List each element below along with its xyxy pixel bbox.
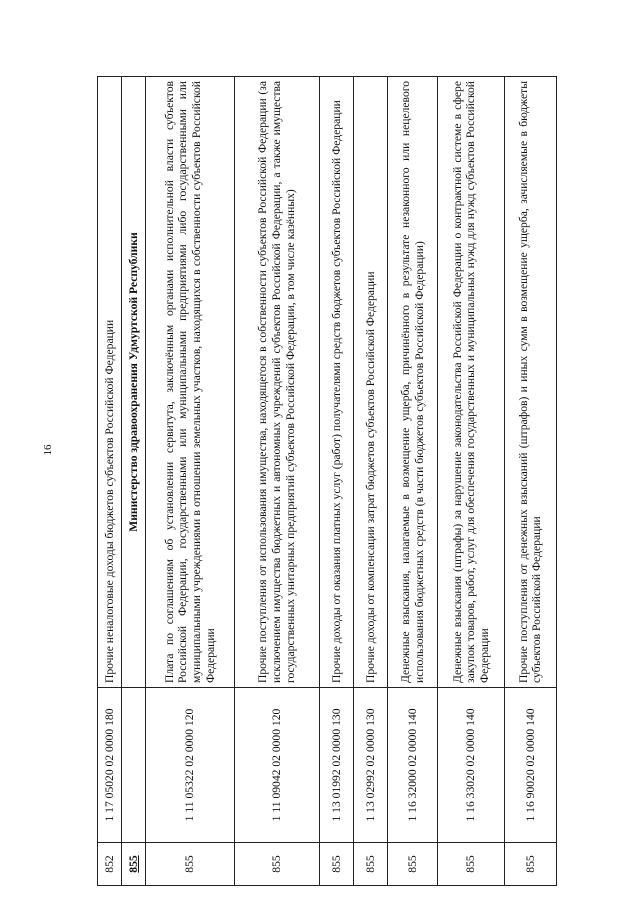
revenue-code-cell: 1 17 05020 02 0000 180 [98,688,122,843]
admin-code-cell: 855 [234,843,319,886]
revenue-name-cell: Денежные взыскания, налагаемые в возмещение ущерба, причинённого в результате незаконного или нецелевого использования бюджетных средств (в части бюджетов субъектов Российской Федерации) [388,77,438,688]
revenue-name-cell: Прочие доходы от компенсации затрат бюджетов субъектов Российской Федерации [354,77,388,688]
revenue-name-cell: Прочие неналоговые доходы бюджетов субъектов Российской Федерации [98,77,122,688]
table-container [97,76,557,886]
table-row [319,77,353,886]
table-row [234,77,319,886]
table-row [438,77,504,886]
admin-code-cell: 855 [122,843,146,886]
admin-code-cell: 855 [354,843,388,886]
rotated-page-content [97,76,557,886]
table-row [122,77,146,886]
table-row [146,77,234,886]
table-row [388,77,438,886]
ministry-heading-cell: Министерство здравоохранения Удмуртской Республики [122,77,146,688]
revenue-code-cell: 1 13 02992 02 0000 130 [354,688,388,843]
admin-code-cell: 855 [504,843,556,886]
revenue-code-cell: 1 16 90020 02 0000 140 [504,688,556,843]
table-row [354,77,388,886]
revenue-code-cell: 1 11 05322 02 0000 120 [146,688,234,843]
admin-code-cell: 852 [98,843,122,886]
revenue-code-cell: 1 16 32000 02 0000 140 [388,688,438,843]
revenue-code-cell [122,688,146,843]
admin-code-cell: 855 [319,843,353,886]
admin-code-cell: 855 [438,843,504,886]
revenue-code-cell: 1 13 01992 02 0000 130 [319,688,353,843]
table-row [504,77,556,886]
revenue-name-cell: Денежные взыскания (штрафы) за нарушение законодательства Российской Федерации о контрактной системе в сфере закупок товаров, работ, услуг для обеспечения государственных и муниципальных нужд для нужд субъектов Российской Федерации [438,77,504,688]
table-row [98,77,122,886]
revenue-name-cell: Прочие поступления от использования имущества, находящегося в собственности субъектов Российской Федерации (за исключением имущества бюджетных и автономных учреждений субъектов Российской Федерации, а также имущества государственных унитарных предприятий субъектов Российской Федерации, в том числе казённых) [234,77,319,688]
revenue-name-cell: Плата по соглашениям об установлении сервитута, заключённым органами исполнительной власти субъектов Российской Федерации, государственными или муниципальными предприятиями либо государственными или муниципальными учреждениями в отношении земельных участков, находящихся в собственности субъектов Российской Федерации [146,77,234,688]
revenue-code-cell: 1 16 33020 02 0000 140 [438,688,504,843]
revenue-name-cell: Прочие доходы от оказания платных услуг (работ) получателями средств бюджетов субъектов Российской Федерации [319,77,353,688]
revenue-code-cell: 1 11 09042 02 0000 120 [234,688,319,843]
revenue-codes-table [97,76,557,886]
admin-code-cell: 855 [146,843,234,886]
page-number: 16 [42,444,54,456]
admin-code-cell: 855 [388,843,438,886]
revenue-name-cell: Прочие поступления от денежных взысканий (штрафов) и иных сумм в возмещение ущерба, зачисляемые в бюджеты субъектов Российской Федерации [504,77,556,688]
